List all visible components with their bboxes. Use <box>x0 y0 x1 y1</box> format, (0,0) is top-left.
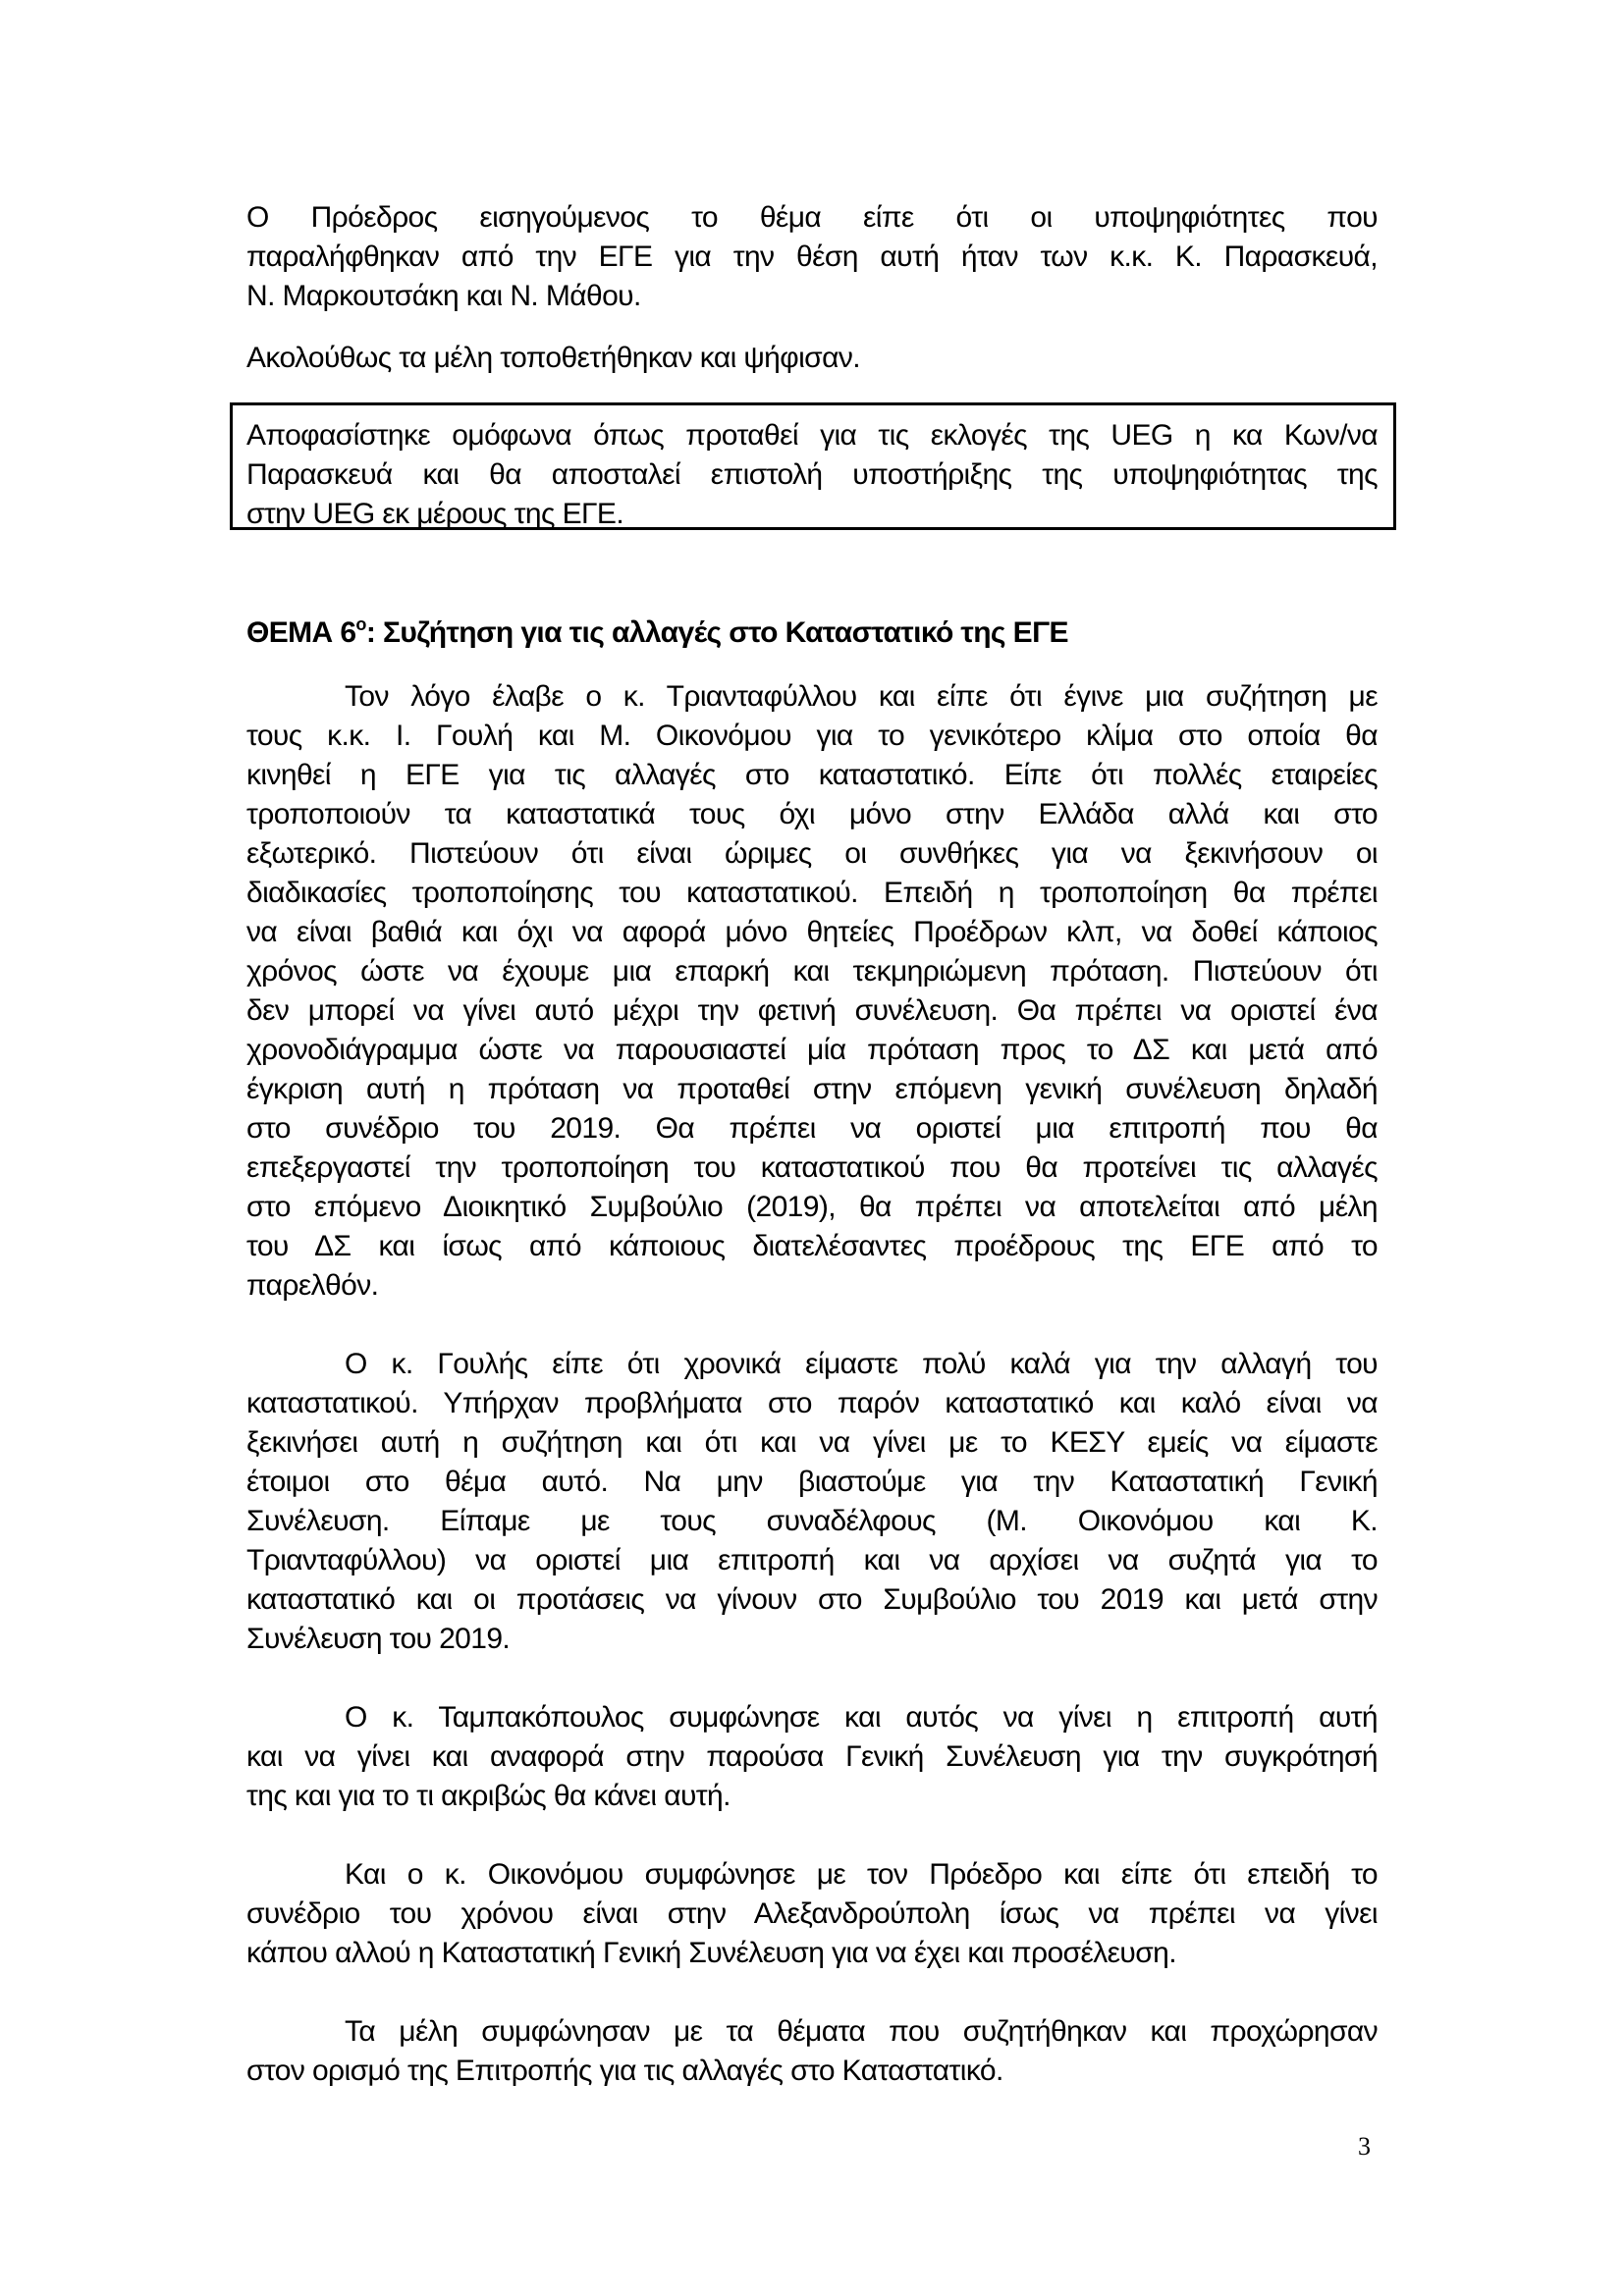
text-line: Συνέλευση του 2019. <box>246 1623 511 1655</box>
text-line: ξεκινήσει αυτή η συζήτηση και ότι και να γίνει με το ΚΕΣΥ εμείς να είμαστε <box>246 1426 1378 1459</box>
text-line: Τριανταφύλλου) να οριστεί μια επιτροπή και να αρχίσει να συζητά για το <box>246 1544 1378 1576</box>
text-line: Τον λόγο έλαβε ο κ. Τριανταφύλλου και είπε ότι έγινε μια συζήτηση με <box>345 680 1378 713</box>
text-line: Παρασκευά και θα αποσταλεί επιστολή υποστήριξης της υποψηφιότητας της <box>246 458 1378 491</box>
text-line: επεξεργαστεί την τροποποίηση του καταστατικού που θα προτείνει τις αλλαγές <box>246 1151 1378 1184</box>
heading-title: : Συζήτηση για τις αλλαγές στο Καταστατικό της ΕΓΕ <box>365 616 1068 649</box>
text-line: στο συνέδριο του 2019. Θα πρέπει να οριστεί μια επιτροπή που θα <box>246 1112 1378 1145</box>
text-line: Και ο κ. Οικονόμου συμφώνησε με τον Πρόεδρο και είπε ότι επειδή το <box>345 1858 1378 1891</box>
text-line: στην UEG εκ μέρους της ΕΓΕ. <box>246 498 624 530</box>
text-line: εξωτερικό. Πιστεύουν ότι είναι ώριμες οι συνθήκες για να ξεκινήσουν οι <box>246 837 1378 870</box>
page-number: 3 <box>1358 2132 1371 2161</box>
text-line: της και για το τι ακριβώς θα κάνει αυτή. <box>246 1780 731 1812</box>
text-line: Συνέλευση. Είπαμε με τους συναδέλφους (Μ. Οικονόμου και Κ. <box>246 1505 1378 1537</box>
heading-prefix: ΘΕΜΑ 6 <box>246 616 356 649</box>
text-line: στο επόμενο Διοικητικό Συμβούλιο (2019), θα πρέπει να αποτελείται από μέλη <box>246 1191 1378 1223</box>
text-line: και να γίνει και αναφορά στην παρούσα Γενική Συνέλευση για την συγκρότησή <box>246 1740 1378 1773</box>
text-line: να είναι βαθιά και όχι να αφορά μόνο θητείες Προέδρων κλπ, να δοθεί κάποιος <box>246 916 1378 948</box>
text-line: έγκριση αυτή η πρόταση να προταθεί στην επόμενη γενική συνέλευση δηλαδή <box>246 1073 1378 1105</box>
text-line: τροποποιούν τα καταστατικά τους όχι μόνο στην Ελλάδα αλλά και στο <box>246 798 1378 830</box>
section-heading <box>246 614 1068 653</box>
text-line: Ο κ. Γουλής είπε ότι χρονικά είμαστε πολύ καλά για την αλλαγή του <box>345 1348 1378 1380</box>
text-line: δεν μπορεί να γίνει αυτό μέχρι την φετινή συνέλευση. Θα πρέπει να οριστεί ένα <box>246 994 1378 1027</box>
text-line: καταστατικού. Υπήρχαν προβλήματα στο παρόν καταστατικό και καλό είναι να <box>246 1387 1378 1419</box>
text-line: χρόνος ώστε να έχουμε μια επαρκή και τεκμηριώμενη πρόταση. Πιστεύουν ότι <box>246 955 1378 988</box>
text-line: κάπου αλλού η Καταστατική Γενική Συνέλευση για να έχει και προσέλευση. <box>246 1937 1176 1969</box>
text-line: στον ορισμό της Επιτροπής για τις αλλαγές στο Καταστατικό. <box>246 2055 1003 2087</box>
text-line: καταστατικό και οι προτάσεις να γίνουν στο Συμβούλιο του 2019 και μετά στην <box>246 1583 1378 1616</box>
text-line: παραλήφθηκαν από την ΕΓΕ για την θέση αυτή ήταν των κ.κ. Κ. Παρασκευά, <box>246 240 1378 273</box>
text-line: Ν. Μαρκουτσάκη και Ν. Μάθου. <box>246 280 641 312</box>
text-line: Αποφασίστηκε ομόφωνα όπως προταθεί για τις εκλογές της UEG η κα Κων/να <box>246 419 1378 452</box>
voting-line: Ακολούθως τα μέλη τοποθετήθηκαν και ψήφισαν. <box>246 342 860 374</box>
text-line: Ο Πρόεδρος εισηγούμενος το θέμα είπε ότι οι υποψηφιότητες που <box>246 201 1378 234</box>
text-line: έτοιμοι στο θέμα αυτό. Να μην βιαστούμε για την Καταστατική Γενική <box>246 1466 1378 1498</box>
text-line: κινηθεί η ΕΓΕ για τις αλλαγές στο καταστατικό. Είπε ότι πολλές εταιρείες <box>246 759 1378 791</box>
text-line: Ο κ. Ταμπακόπουλος συμφώνησε και αυτός να γίνει η επιτροπή αυτή <box>345 1701 1378 1734</box>
heading-superscript: ο <box>355 614 366 634</box>
text-line: παρελθόν. <box>246 1269 379 1302</box>
text-line: χρονοδιάγραμμα ώστε να παρουσιαστεί μία πρόταση προς το ΔΣ και μετά από <box>246 1034 1378 1066</box>
text-line: Τα μέλη συμφώνησαν με τα θέματα που συζητήθηκαν και προχώρησαν <box>345 2015 1378 2048</box>
text-line: διαδικασίες τροποποίησης του καταστατικού. Επειδή η τροποποίηση θα πρέπει <box>246 877 1378 909</box>
text-line: του ΔΣ και ίσως από κάποιους διατελέσαντες προέδρους της ΕΓΕ από το <box>246 1230 1378 1262</box>
text-line: συνέδριο του χρόνου είναι στην Αλεξανδρούπολη ίσως να πρέπει να γίνει <box>246 1897 1378 1930</box>
text-line: τους κ.κ. Ι. Γουλή και Μ. Οικονόμου για το γενικότερο κλίμα στο οποία θα <box>246 720 1378 752</box>
